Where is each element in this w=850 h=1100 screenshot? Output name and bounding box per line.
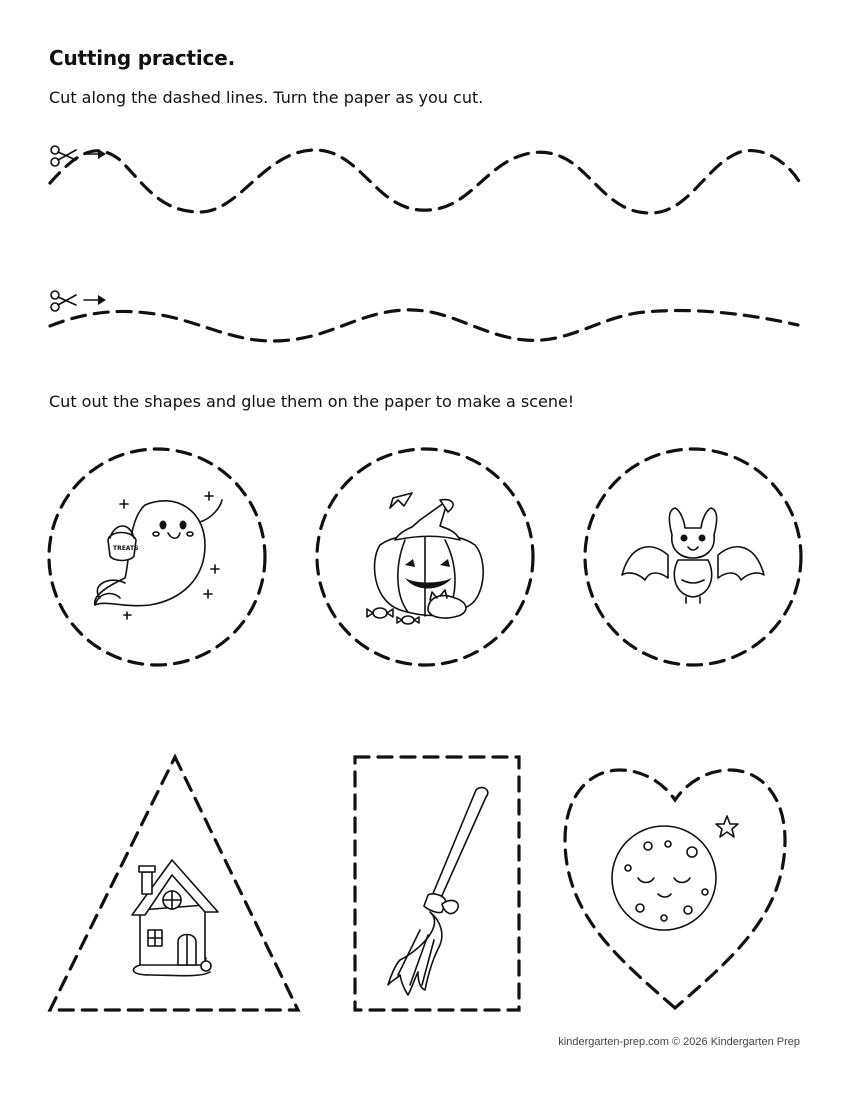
ghost-icon [95,492,222,619]
house-icon [132,860,218,976]
cutout-circle-pumpkin [317,449,533,665]
broom-icon [388,788,488,995]
scissors-icon [51,291,76,311]
cutout-circle-bat [585,449,801,665]
cutout-rectangle-broom [355,757,519,1010]
arrow-icon [84,295,106,305]
instruction-cut-lines: Cut along the dashed lines. Turn the paper as you cut. [49,88,484,107]
cutout-circle-ghost [49,449,265,665]
cut-line-wavy [50,146,800,213]
cut-line-gentle [50,291,798,341]
footer-copyright: kindergarten-prep.com © 2026 Kindergarten Prep [558,1036,800,1048]
cutout-heart-moon [565,770,785,1008]
cutout-triangle-house [50,757,298,1010]
instruction-cut-shapes: Cut out the shapes and glue them on the paper to make a scene! [49,392,575,411]
bucket-label: TREATS [113,545,139,552]
pumpkin-icon [367,493,483,624]
moon-icon [612,816,738,930]
page-title: Cutting practice. [49,46,235,70]
bat-icon [622,508,764,603]
